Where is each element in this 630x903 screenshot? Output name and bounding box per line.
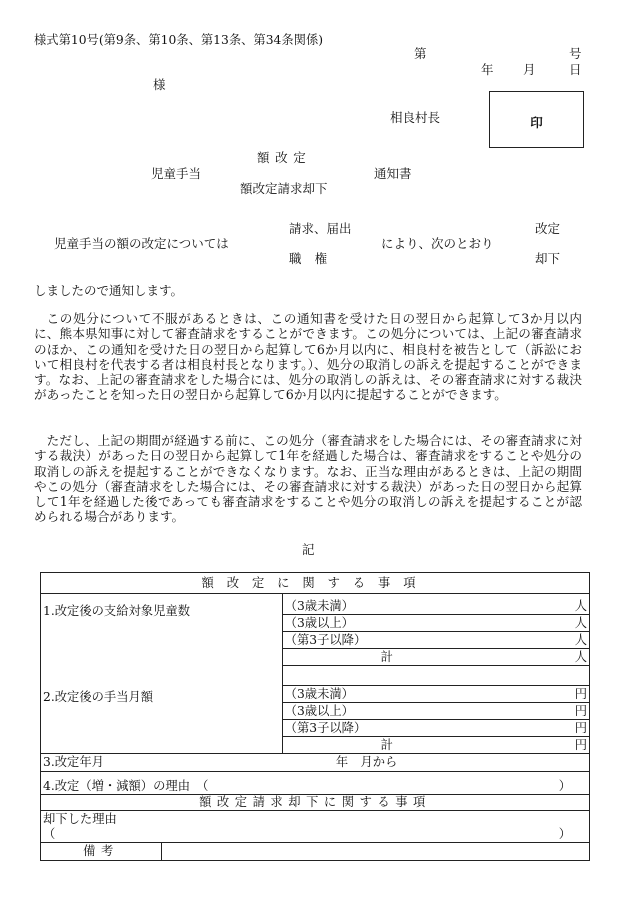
date-month: 月: [523, 62, 536, 77]
ki-heading: 記: [302, 542, 315, 557]
title-suffix: 通知書: [374, 166, 412, 181]
title-option-top: 額改定: [257, 150, 312, 165]
children-total-unit: 人: [574, 649, 587, 664]
children-total-label: 計: [380, 649, 393, 664]
rejection-close: ）: [558, 827, 571, 841]
amount-row: [282, 720, 589, 737]
revision-month-row: [41, 754, 590, 772]
remarks-row: [41, 843, 590, 861]
remarks-label: 備考: [41, 843, 162, 860]
revision-month-label: 3.改定年月: [43, 755, 104, 769]
rejection-reason-row: [41, 811, 590, 843]
children-row: [282, 615, 589, 632]
amount-row: [282, 686, 589, 703]
children-row-unit: 人: [574, 598, 587, 613]
children-row-label: （3歳以上）: [284, 615, 354, 630]
rejection-open: （: [43, 827, 56, 841]
children-label: 1.改定後の支給対象児童数: [41, 594, 283, 686]
amount-total-label: 計: [380, 737, 393, 752]
title-prefix: 児童手当: [151, 166, 202, 181]
remarks-value: [162, 843, 589, 860]
reason-middle: により、次のとおり: [381, 236, 494, 251]
amount-label: 2.改定後の手当月額: [41, 686, 283, 754]
children-row-label: （第3子以降）: [284, 632, 367, 647]
amount-total-unit: 円: [574, 737, 587, 752]
addressee-suffix: 様: [153, 77, 166, 92]
reason-close: ）: [558, 779, 571, 793]
title-option-bottom: 額改定請求却下: [240, 181, 328, 196]
record-table: [40, 572, 590, 861]
deadline-paragraph: ただし、上記の期間が経過する前に、この処分（審査請求をした場合には、その審査請求に対する裁決）があった日の翌日から起算して1年を経過した場合は、審査請求をすることや処分の取消しの訴えを提起することができなくなります。なお、正当な理由があるときは、上記の期間やこの処分（審査請求をした場合には、その審査請求に対する裁決）があった日の翌日から起算して1年を経過した後であっても審査請求をすることや処分の取消しの訴えを提起することが認められる場合があります。: [34, 433, 582, 525]
number-suffix: 号: [569, 46, 582, 61]
rejection-reason-label: 却下した理由: [43, 812, 117, 826]
issuer: 相良村長: [390, 110, 441, 125]
appeal-paragraph: この処分について不服があるときは、この通知書を受けた日の翌日から起算して3か月以内に、熊本県知事に対して審査請求をすることができます。この処分については、上記の審査請求のほか、この通知を受けた日の翌日から起算して6か月以内に、相良村を被告として（訴訟において相良村を代表する者は相良村長となります。）、処分の取消しの訴えを提起することができます。なお、上記の審査請求をした場合には、処分の取消しの訴えは、その審査請求に対する裁決があったことを知った日の翌日から起算して6か月以内に提起することができます。: [34, 311, 582, 403]
children-row-unit: 人: [574, 632, 587, 647]
reason-result-bottom: 却下: [535, 251, 561, 266]
reason-option-bottom: 職権: [289, 251, 341, 266]
amount-row-label: （3歳以上）: [284, 703, 354, 718]
reason-option-top: 請求、届出: [289, 221, 352, 236]
date-day: 日: [569, 62, 582, 77]
number-prefix: 第: [414, 46, 427, 61]
amount-row-unit: 円: [574, 686, 587, 701]
children-row-label: （3歳未満）: [284, 598, 354, 613]
amount-row-label: （3歳未満）: [284, 686, 354, 701]
reason-result-top: 改定: [535, 221, 561, 236]
amount-row-label: （第3子以降）: [284, 720, 367, 735]
seal-box: [489, 91, 584, 148]
reason-label: 4.改定（増・減額）の理由 （: [43, 779, 209, 793]
seal-label: 印: [530, 115, 543, 130]
revision-month-value: 年 月から: [335, 755, 398, 769]
amount-row-unit: 円: [574, 703, 587, 718]
blank-row: [282, 666, 589, 686]
reason-lead: 児童手当の額の改定については: [54, 236, 229, 251]
date-year: 年: [481, 62, 494, 77]
revision-heading: 額改定に関する事項: [41, 573, 590, 594]
amount-row-unit: 円: [574, 720, 587, 735]
amount-row: [282, 703, 589, 720]
amount-total-row: [282, 737, 589, 754]
children-total-row: [282, 649, 589, 666]
rejection-heading: 額改定請求却下に関する事項: [41, 795, 590, 811]
children-row: [282, 594, 589, 615]
children-row: [282, 632, 589, 649]
children-row-unit: 人: [574, 615, 587, 630]
reason-row: [41, 772, 590, 795]
form-number: 様式第10号(第9条、第10条、第13条、第34条関係): [34, 33, 324, 47]
closing-sentence: しましたので通知します。: [34, 283, 184, 298]
